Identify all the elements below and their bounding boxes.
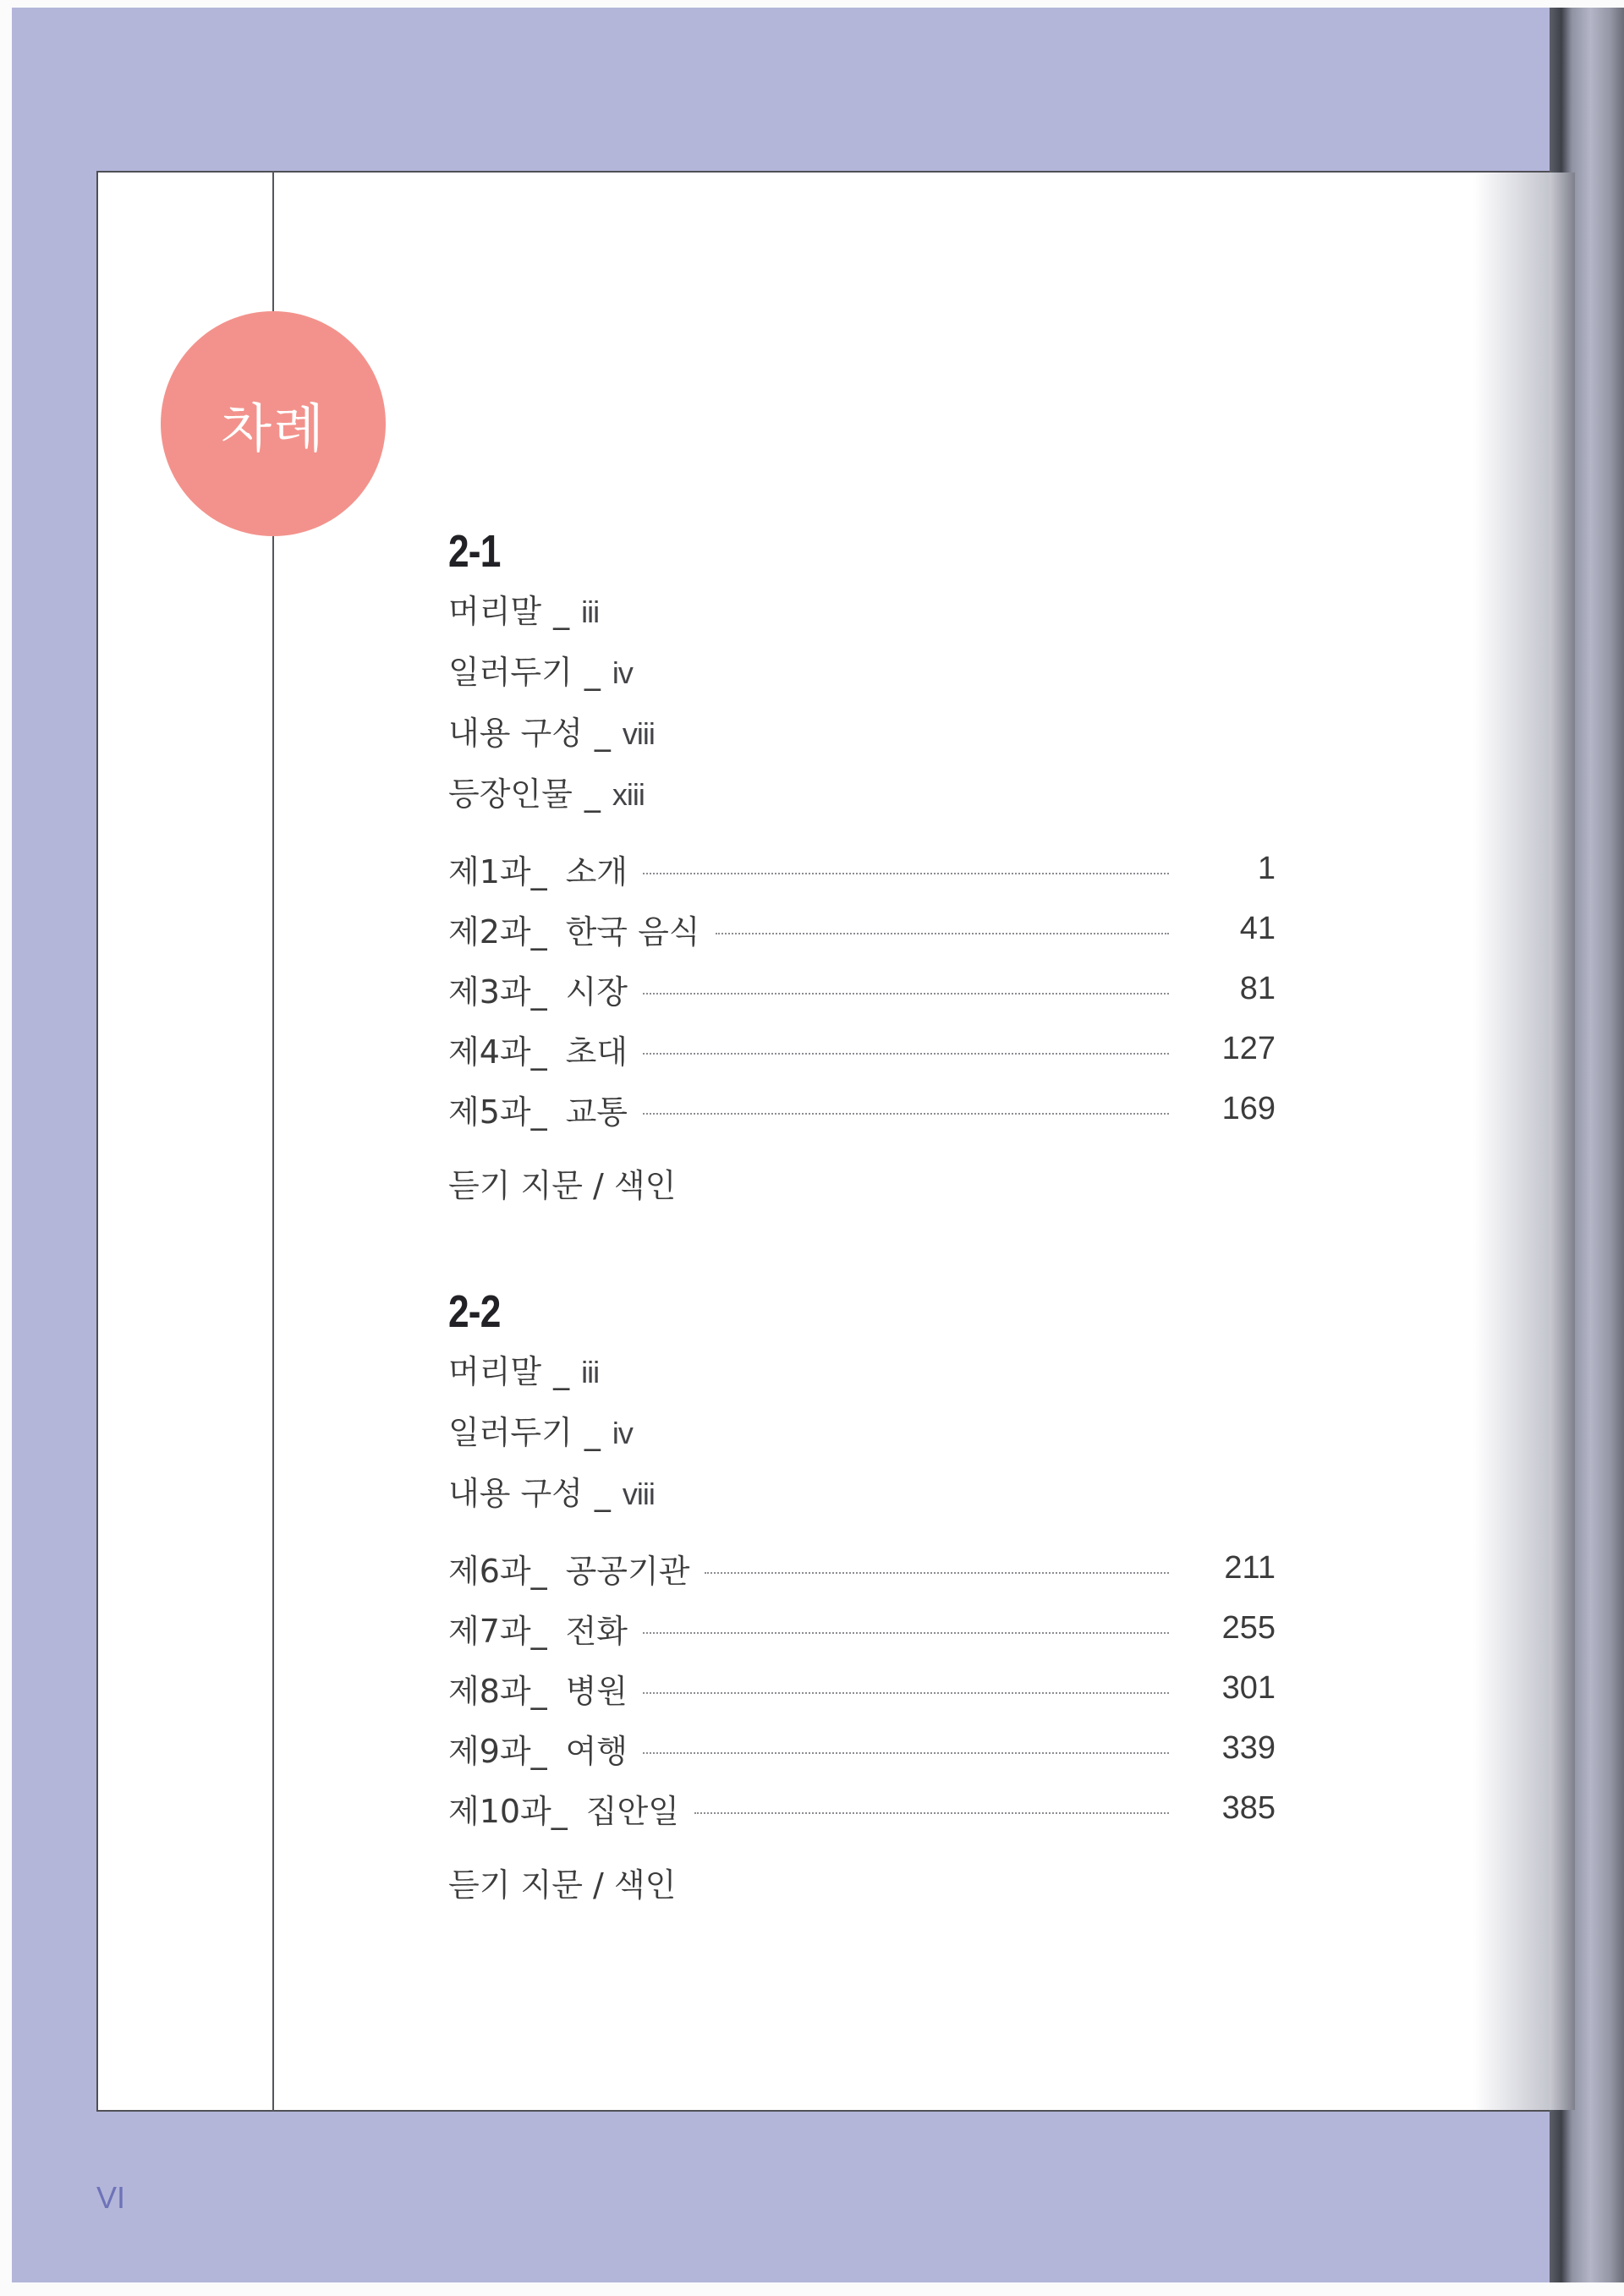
chapter-title: 한국 음식 <box>565 913 700 951</box>
front-matter-page: xiii <box>612 777 645 812</box>
front-matter-item <box>448 642 1276 703</box>
chapter-title: 전화 <box>565 1613 628 1650</box>
toc-badge-label: 차례 <box>221 397 326 459</box>
chapter-label: 제4과_ <box>448 1033 547 1071</box>
back-matter-item: 듣기 지문 / 색인 <box>448 1167 677 1204</box>
chapter-label: 제6과_ <box>448 1553 547 1590</box>
chapter-title: 소개 <box>565 853 628 890</box>
chapter-label: 제3과_ <box>448 973 547 1011</box>
separator: _ <box>553 1353 570 1390</box>
front-matter-page: viii <box>622 1477 655 1511</box>
front-matter-title: 일러두기 <box>448 1414 573 1451</box>
dot-leader <box>643 1632 1169 1634</box>
separator: _ <box>594 715 611 752</box>
chapter-page: 1 <box>1257 851 1276 886</box>
chapter-entry <box>448 959 1276 1019</box>
chapter-title: 교통 <box>565 1093 628 1131</box>
chapter-entry <box>448 1019 1276 1079</box>
front-matter-page: iii <box>581 595 600 629</box>
toc-badge <box>161 311 386 536</box>
dot-leader <box>643 1692 1169 1694</box>
chapter-list <box>448 839 1276 1139</box>
chapter-label: 제7과_ <box>448 1613 547 1650</box>
dot-leader <box>643 873 1169 874</box>
chapter-page: 339 <box>1221 1730 1276 1766</box>
page-curl-shadow <box>1473 173 1550 2110</box>
separator: _ <box>584 1414 601 1451</box>
chapter-title: 시장 <box>565 973 628 1011</box>
chapter-list <box>448 1538 1276 1838</box>
chapter-page: 169 <box>1221 1091 1276 1126</box>
chapter-page: 41 <box>1239 911 1276 946</box>
chapter-entry <box>448 1778 1276 1838</box>
section-2-2 <box>448 1282 1276 1915</box>
chapter-label: 제2과_ <box>448 913 547 951</box>
separator: _ <box>584 654 601 691</box>
chapter-title: 병원 <box>565 1673 628 1710</box>
chapter-entry <box>448 1598 1276 1658</box>
dot-leader <box>643 1053 1169 1055</box>
chapter-title: 집안일 <box>585 1793 679 1830</box>
page-edge-shadow <box>1550 173 1575 2110</box>
chapter-page: 81 <box>1239 971 1276 1006</box>
front-matter-page: iii <box>581 1355 600 1389</box>
chapter-entry <box>448 899 1276 959</box>
chapter-title: 공공기관 <box>565 1553 690 1590</box>
separator: _ <box>584 775 601 813</box>
front-matter-item <box>448 703 1276 764</box>
chapter-label: 제8과_ <box>448 1673 547 1710</box>
dot-leader <box>643 993 1169 995</box>
chapter-label: 제5과_ <box>448 1093 547 1131</box>
chapter-page: 255 <box>1221 1610 1276 1646</box>
front-matter-title: 일러두기 <box>448 654 573 691</box>
chapter-entry <box>448 839 1276 899</box>
chapter-label: 제10과_ <box>448 1793 568 1830</box>
chapter-title: 초대 <box>565 1033 628 1071</box>
front-matter-item <box>448 581 1276 642</box>
chapter-entry <box>448 1538 1276 1598</box>
back-matter-item: 듣기 지문 / 색인 <box>448 1866 677 1904</box>
front-matter-page: iv <box>612 655 633 690</box>
front-matter-title: 내용 구성 <box>448 1475 583 1512</box>
section-title: 2-2 <box>448 1286 501 1337</box>
section-title: 2-1 <box>448 526 501 577</box>
front-matter-title: 내용 구성 <box>448 715 583 752</box>
front-matter-item <box>448 1463 1276 1524</box>
front-matter-title: 등장인물 <box>448 775 573 813</box>
front-matter-title: 머리말 <box>448 593 542 630</box>
front-matter-item <box>448 1341 1276 1402</box>
chapter-page: 301 <box>1221 1670 1276 1706</box>
chapter-title: 여행 <box>565 1733 628 1770</box>
section-2-1 <box>448 522 1276 1216</box>
chapter-label: 제9과_ <box>448 1733 547 1770</box>
separator: _ <box>594 1475 611 1512</box>
front-matter-page: viii <box>622 716 655 751</box>
front-matter-item <box>448 764 1276 825</box>
chapter-page: 127 <box>1221 1031 1276 1066</box>
front-matter-page: iv <box>612 1416 633 1450</box>
chapter-entry <box>448 1658 1276 1718</box>
dot-leader <box>716 933 1169 934</box>
chapter-page: 385 <box>1221 1790 1276 1826</box>
table-of-contents <box>448 522 1276 1915</box>
separator: _ <box>553 593 570 630</box>
front-matter-title: 머리말 <box>448 1353 542 1390</box>
chapter-label: 제1과_ <box>448 853 547 890</box>
front-matter-item <box>448 1402 1276 1463</box>
chapter-entry <box>448 1718 1276 1778</box>
dot-leader <box>705 1572 1169 1574</box>
chapter-page: 211 <box>1224 1550 1276 1586</box>
dot-leader <box>643 1113 1169 1115</box>
dot-leader <box>694 1812 1169 1814</box>
dot-leader <box>643 1752 1169 1754</box>
page-number: VI <box>96 2180 126 2215</box>
chapter-entry <box>448 1079 1276 1139</box>
